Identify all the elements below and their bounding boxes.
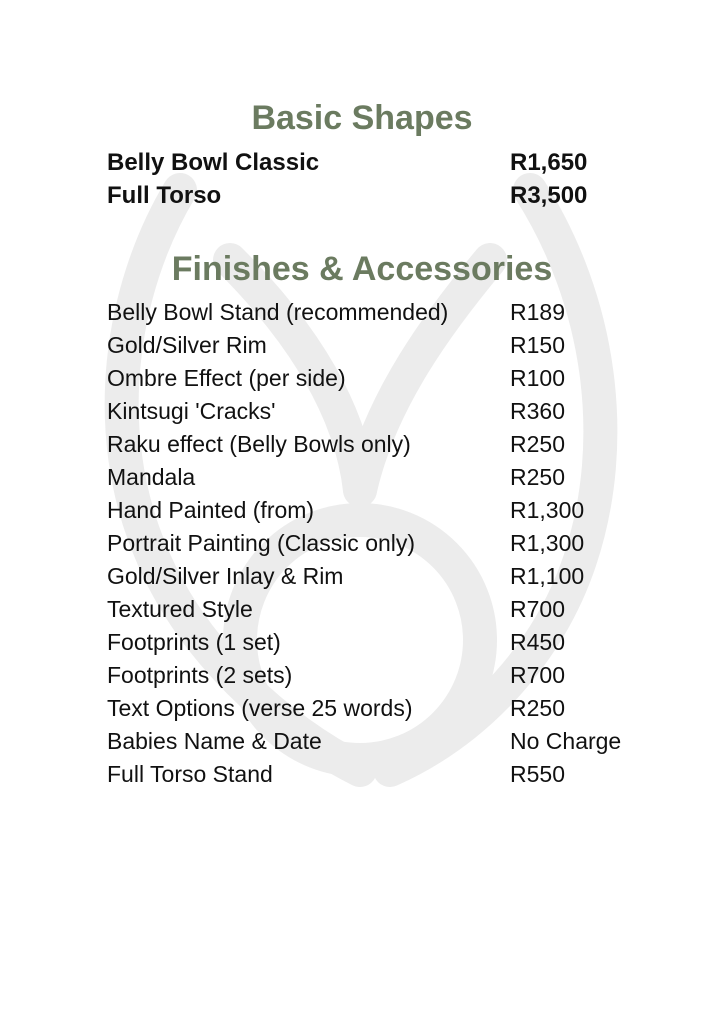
price-row [107, 395, 667, 428]
finishes-heading: Finishes & Accessories [171, 250, 553, 288]
item-price: R250 [510, 695, 565, 721]
item-price: R450 [510, 629, 565, 655]
item-name: Belly Bowl Stand (recommended) [107, 299, 449, 325]
item-price: R1,300 [510, 497, 585, 523]
item-name: Belly Bowl Classic [107, 149, 320, 176]
item-name: Gold/Silver Inlay & Rim [107, 563, 344, 589]
price-row [107, 296, 667, 329]
item-price: R3,500 [510, 182, 588, 209]
item-name: Raku effect (Belly Bowls only) [107, 431, 411, 457]
price-row [107, 329, 667, 362]
item-price: R100 [510, 365, 565, 391]
price-row [107, 428, 667, 461]
price-row [107, 626, 667, 659]
item-price: No Charge [510, 728, 622, 754]
item-price: R1,650 [510, 149, 588, 176]
item-price: R1,300 [510, 530, 585, 556]
item-name: Full Torso Stand [107, 761, 273, 787]
basic-shapes-list [107, 146, 667, 212]
price-row [107, 461, 667, 494]
price-row [107, 179, 667, 212]
item-name: Babies Name & Date [107, 728, 322, 754]
price-row [107, 758, 667, 791]
basic-shapes-heading: Basic Shapes [251, 99, 473, 137]
price-row [107, 560, 667, 593]
item-name: Gold/Silver Rim [107, 332, 267, 358]
item-price: R189 [510, 299, 565, 325]
item-price: R700 [510, 662, 565, 688]
item-price: R360 [510, 398, 565, 424]
price-row [107, 362, 667, 395]
item-price: R550 [510, 761, 565, 787]
item-name: Hand Painted (from) [107, 497, 315, 523]
price-row [107, 659, 667, 692]
item-price: R1,100 [510, 563, 585, 589]
item-price: R250 [510, 464, 565, 490]
item-name: Ombre Effect (per side) [107, 365, 346, 391]
item-name: Footprints (1 set) [107, 629, 281, 655]
price-row [107, 494, 667, 527]
item-name: Portrait Painting (Classic only) [107, 530, 416, 556]
item-name: Text Options (verse 25 words) [107, 695, 413, 721]
price-row [107, 692, 667, 725]
item-name: Textured Style [107, 596, 253, 622]
item-name: Footprints (2 sets) [107, 662, 293, 688]
price-row [107, 725, 667, 758]
price-row [107, 593, 667, 626]
price-row [107, 146, 667, 179]
finishes-list [107, 296, 667, 791]
item-price: R150 [510, 332, 565, 358]
price-row [107, 527, 667, 560]
item-price: R250 [510, 431, 565, 457]
item-name: Mandala [107, 464, 196, 490]
item-price: R700 [510, 596, 565, 622]
item-name: Kintsugi 'Cracks' [107, 398, 276, 424]
item-name: Full Torso [107, 182, 222, 209]
